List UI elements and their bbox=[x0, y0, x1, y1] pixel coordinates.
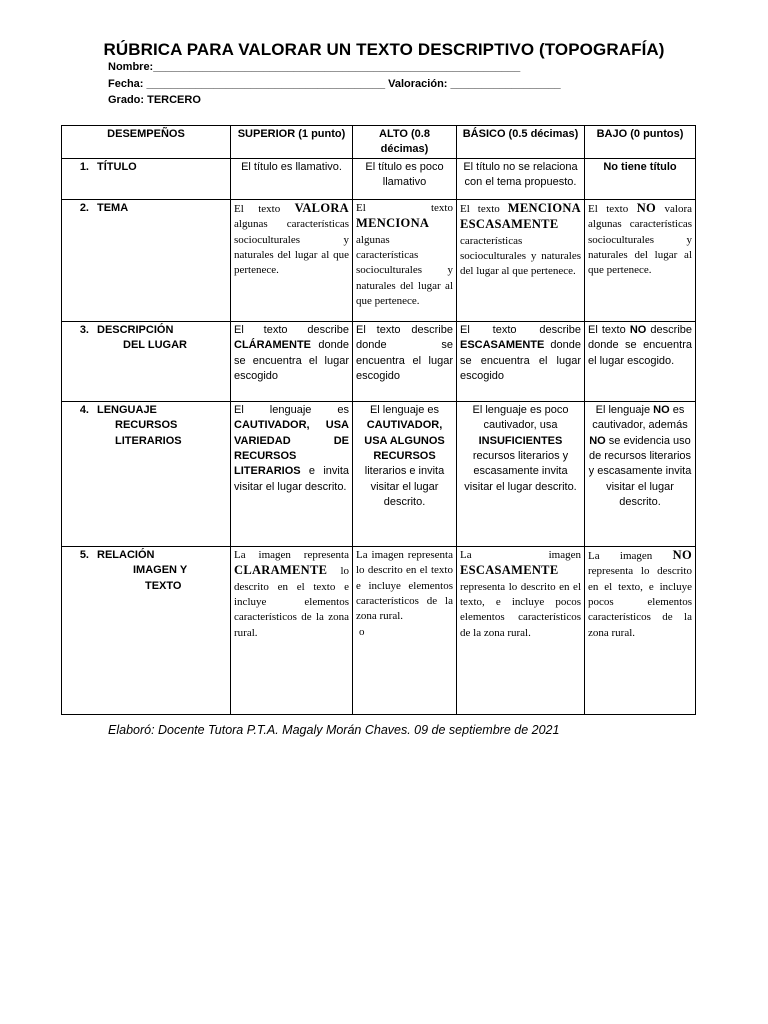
criterion-lenguaje: 4. LENGUAJE RECURSOS LITERARIOS bbox=[62, 401, 231, 546]
cell-superior: El texto describe CLÁRAMENTE donde se encuentra el lugar escogido bbox=[231, 321, 353, 401]
criterion-relacion: 5. RELACIÓN IMAGEN Y TEXTO bbox=[62, 546, 231, 714]
col-header-bajo: BAJO (0 puntos) bbox=[585, 126, 696, 159]
cell-basico: El lenguaje es poco cautivador, usa INSUFICIENTES recursos literarios y escasamente invita visitar el lugar descrito. bbox=[457, 401, 585, 546]
cell-basico: El texto MENCIONA ESCASAMENTE características socioculturales y naturales del lugar al que pertenece. bbox=[457, 199, 585, 321]
header-row bbox=[62, 126, 696, 159]
cell-alto: El texto describe donde se encuentra el lugar escogido bbox=[353, 321, 457, 401]
criterion-descripcion: 3. DESCRIPCIÓN DEL LUGAR bbox=[62, 321, 231, 401]
table-row bbox=[62, 199, 696, 321]
col-header-basico: BÁSICO (0.5 décimas) bbox=[457, 126, 585, 159]
cell-basico: El título no se relaciona con el tema propuesto. bbox=[457, 158, 585, 199]
cell-bajo: El texto NO describe donde se encuentra el lugar escogido. bbox=[585, 321, 696, 401]
cell-superior: El texto VALORA algunas características socioculturales y naturales del lugar al que pertenece. bbox=[231, 199, 353, 321]
fecha-valoracion-field: Fecha: _______________________________________ Valoración: __________________ bbox=[108, 78, 561, 90]
col-header-superior: SUPERIOR (1 punto) bbox=[231, 126, 353, 159]
cell-basico: El texto describe ESCASAMENTE donde se encuentra el lugar escogido bbox=[457, 321, 585, 401]
cell-alto: La imagen representa lo descrito en el texto e incluye elementos característicos de la zona rural. o bbox=[353, 546, 457, 714]
table-row bbox=[62, 158, 696, 199]
grado-field: Grado: TERCERO bbox=[108, 94, 201, 106]
cell-bajo: No tiene título bbox=[585, 158, 696, 199]
stray-mark: o bbox=[359, 625, 365, 638]
table-row bbox=[62, 546, 696, 714]
footer-credit: Elaboró: Docente Tutora P.T.A. Magaly Morán Chaves. 09 de septiembre de 2021 bbox=[108, 723, 560, 737]
page-title: RÚBRICA PARA VALORAR UN TEXTO DESCRIPTIVO (TOPOGRAFÍA) bbox=[103, 40, 665, 59]
col-header-alto: ALTO (0.8 décimas) bbox=[353, 126, 457, 159]
cell-basico: La imagen ESCASAMENTE representa lo descrito en el texto, e incluye pocos elementos característicos de la zona rural. bbox=[457, 546, 585, 714]
cell-superior: El título es llamativo. bbox=[231, 158, 353, 199]
cell-alto: El lenguaje es CAUTIVADOR, USA ALGUNOS RECURSOS literarios e invita visitar el lugar descrito. bbox=[353, 401, 457, 546]
cell-alto: El texto MENCIONA algunas características socioculturales y naturales del lugar al que pertenece. bbox=[353, 199, 457, 321]
cell-bajo: El texto NO valora algunas características socioculturales y naturales del lugar al que pertenece. bbox=[585, 199, 696, 321]
cell-superior: La imagen representa CLARAMENTE lo descrito en el texto e incluye elementos característicos de la zona rural. bbox=[231, 546, 353, 714]
rubric-table bbox=[61, 125, 696, 715]
nombre-field: Nombre:____________________________________________________________ bbox=[108, 61, 521, 73]
col-header-desempenos: DESEMPEÑOS bbox=[62, 126, 231, 159]
cell-alto: El título es poco llamativo bbox=[353, 158, 457, 199]
cell-bajo: El lenguaje NO es cautivador, además NO se evidencia uso de recursos literarios y escasamente invita visitar el lugar descrito. bbox=[585, 401, 696, 546]
cell-bajo: La imagen NO representa lo descrito en el texto, e incluye pocos elementos característicos de la zona rural. bbox=[585, 546, 696, 714]
table-row bbox=[62, 321, 696, 401]
cell-superior: El lenguaje es CAUTIVADOR, USA VARIEDAD DE RECURSOS LITERARIOS e invita visitar el lugar descrito. bbox=[231, 401, 353, 546]
criterion-titulo: 1. TÍTULO bbox=[62, 158, 231, 199]
table-row bbox=[62, 401, 696, 546]
criterion-tema: 2. TEMA bbox=[62, 199, 231, 321]
